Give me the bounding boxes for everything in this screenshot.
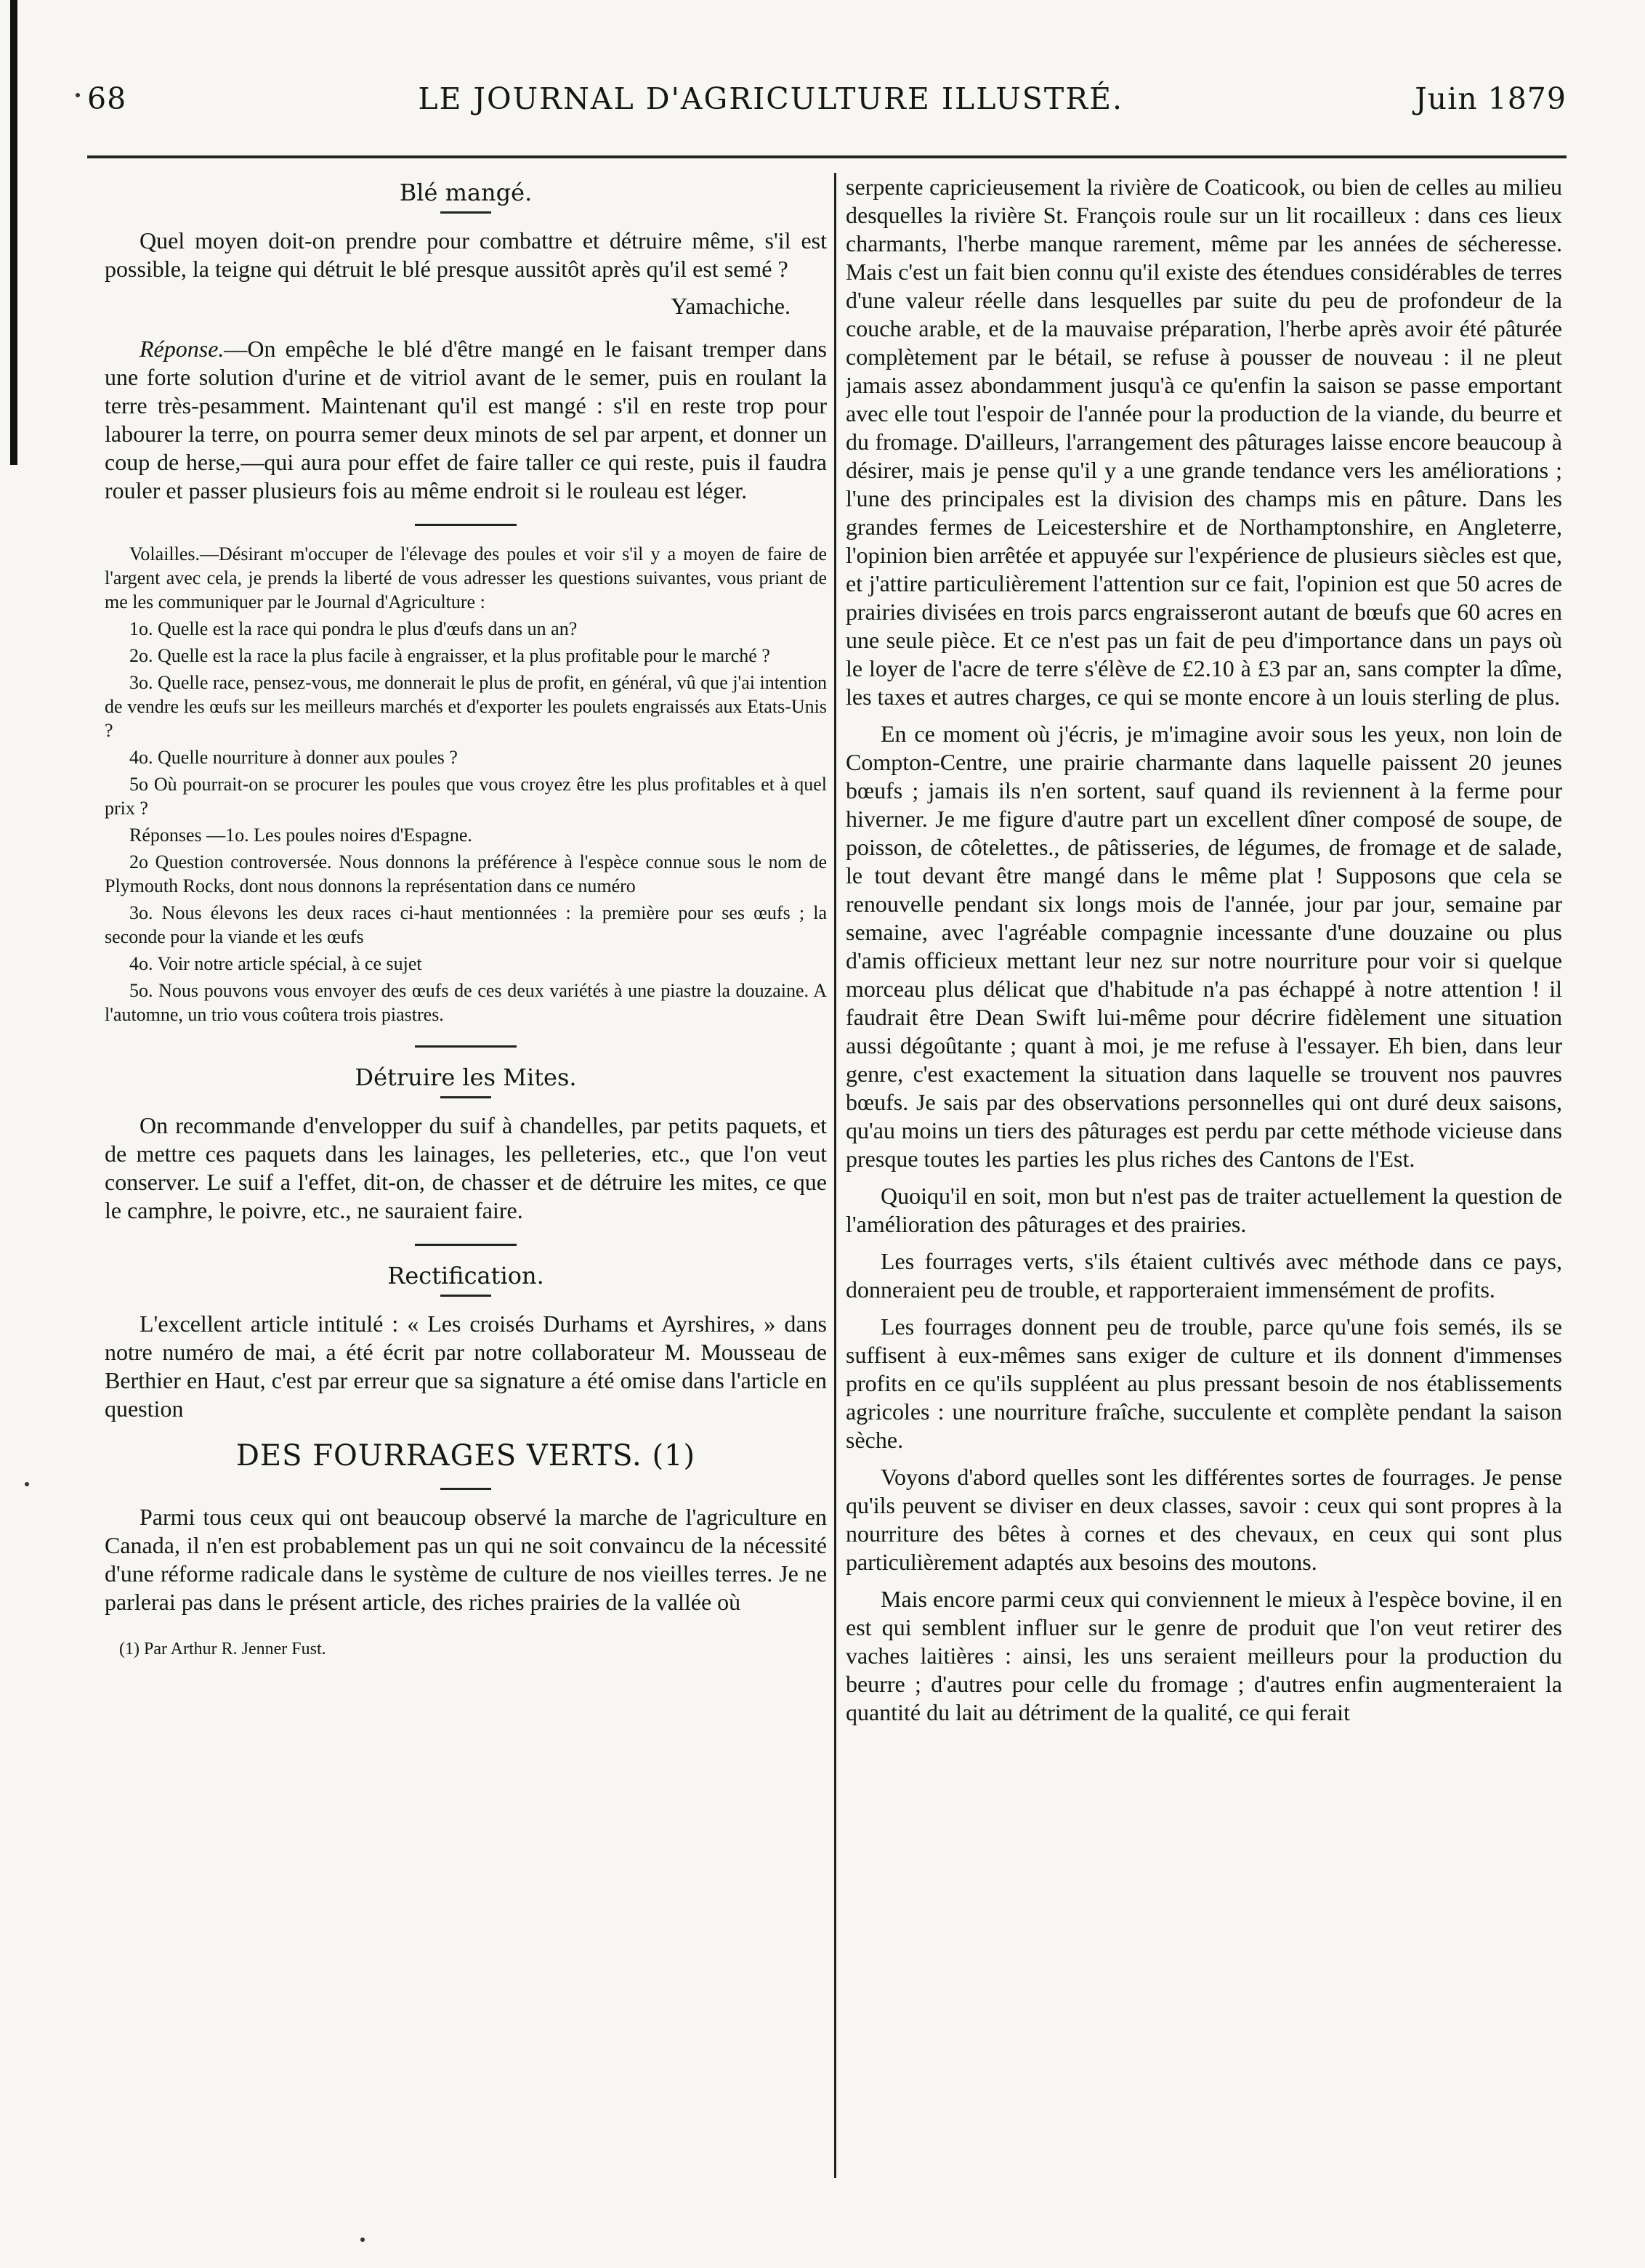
section-separator xyxy=(415,524,517,526)
body-paragraph: En ce moment où j'écris, je m'imagine avoir sous les yeux, non loin de Compton-Centre, une prairie charmante dans laquelle paissent 20 jeunes bœufs ; jamais ils n'en sortent, sauf quand ils reviennent à la ferme pour hiverner. Je me figure d'autre part un excellent dîner composé de soupe, de poisson, de côtelettes., de pâtisseries, de légumes, de fromage et de salade, le tout devant être mangé dans le même plat ! Supposons que cela se renouvelle pendant six longs mois de l'année, jour par jour, semaine par semaine, avec l'agréable compagnie incessante d'une douzaine ou plus d'amis officieux mettant leur nez sur notre nourriture pour voir si quelque morceau plus délicat que d'habitude n'a pas échappé à notre attention ! il faudrait être Dean Swift lui-même pour décrire fidèlement une situation aussi dégoûtante ; quant à moi, je me refuse à l'essayer. Eh bien, dans leur genre, c'est exactement la situation dans laquelle se trouvent nos pauvres bœufs. Je sais par des observations personnelles qui ont duré deux saisons, qu'au moins un tiers des pâturages est perdu par cette méthode vicieuse dans presque toutes les parties les plus riches des Cantons de l'Est. xyxy=(846,721,1562,1172)
section-separator xyxy=(415,1244,517,1246)
volailles-item: 3o. Nous élevons les deux races ci-haut mentionnées : la première pour ses œufs ; la seconde pour la viande et les œufs xyxy=(105,902,827,947)
section-separator xyxy=(415,1045,517,1048)
issue-date: Juin 1879 xyxy=(1415,81,1567,116)
title-rule xyxy=(440,211,491,214)
section-title-ble-mange: Blé mangé. xyxy=(399,179,533,206)
right-column xyxy=(846,173,1562,2149)
volailles-item: 2o Question controversée. Nous donnons la préférence à l'espèce connue sous le nom de Plymouth Rocks, dont nous donnons la représentation dans ce numéro xyxy=(105,851,827,896)
page-edge-bar xyxy=(10,0,17,465)
footnote: (1) Par Arthur R. Jenner Fust. xyxy=(119,1640,326,1659)
article-title-fourrages: DES FOURRAGES VERTS. (1) xyxy=(235,1439,696,1473)
margin-speck xyxy=(25,1482,29,1486)
answer-text: —On empêche le blé d'être mangé en le faisant tremper dans une forte solution d'urine et de vitriol avant de le semer, puis en roulant la terre très-pesamment. Maintenant qu'il est mangé : s'il en reste trop pour labourer la terre, on pourra semer deux minots de sel par arpent, et donner un coup de herse,—qui aura pour effet de faire taller ce qui reste, puis il faudra rouler et passer plusieurs fois au même endroit si le rouleau est léger. xyxy=(105,336,827,503)
question-paragraph: Quel moyen doit-on prendre pour combattre et détruire même, s'il est possible, la teigne qui détruit le blé presque aussitôt après qu'il est semé ? xyxy=(105,227,827,282)
volailles-intro: Volailles.—Désirant m'occuper de l'élevage des poules et voir s'il y a moyen de faire de l'argent avec cela, je prends la liberté de vous adresser les questions suivantes, vous priant de me les communiquer par le Journal d'Agriculture : xyxy=(105,543,827,612)
body-paragraph: Les fourrages donnent peu de trouble, parce qu'une fois semés, ils se suffisent à eux-mêmes sans exiger de culture et ils donnent d'immenses profits en ce qu'ils suppléent au plus pressant besoin de nos établissements agricoles : une nourriture fraîche, succulente et complète pendant la saison sèche. xyxy=(846,1313,1562,1453)
volailles-item: 3o. Quelle race, pensez-vous, me donnerait le plus de profit, en général, vû que j'ai intention de vendre les œufs sur les meilleurs marchés et d'exporter les poulets engraissés aux Etats-Unis ? xyxy=(105,672,827,741)
running-header xyxy=(87,81,1567,125)
volailles-item: 4o. Voir notre article spécial, à ce sujet xyxy=(129,953,422,974)
body-paragraph: serpente capricieusement la rivière de Coaticook, ou bien de celles au milieu desquelles la rivière St. François roule sur un lit rocailleux : dans ces lieux charmants, l'herbe manque rarement, même par les années de sécheresse. Mais c'est un fait bien connu qu'il existe des étendues considérables de terres d'une valeur réelle dans lesquelles par suite du peu de profondeur de la couche arable, et de la mauvaise préparation, l'herbe après avoir été pâturée complètement par le bétail, se refuse à pousser de nouveau : il ne pleut jamais assez abondamment jusqu'à ce qu'enfin la saison se passe emportant avec elle tout l'espoir de l'année pour la production de la viande, du beurre et du fromage. D'ailleurs, l'arrangement des pâturages laisse encore beaucoup à désirer, mais je pense qu'il y a une grande tendance vers les améliorations ; l'une des principales est la division des champs mis en pâture. Dans les grandes fermes de Leicestershire et de Northamptonshire, en Angleterre, l'opinion bien arrêtée et appuyée sur l'expérience de plusieurs siècles est que, et j'attire particulièrement l'attention sur ce fait, l'opinion est que 50 acres de prairies divisées en trois parcs engraisseront autant de bœufs que 60 acres en une seule pièce. Et ce n'est pas un fait de peu d'importance dans un pays où le loyer de l'acre de terre s'élève de £2.10 à £3 par an, sans compter la dîme, les taxes et autres charges, ce qui se monte encore à un louis sterling de plus. xyxy=(846,174,1562,710)
header-rule xyxy=(87,155,1567,158)
left-column xyxy=(105,173,827,2149)
title-rule xyxy=(440,1488,491,1490)
volailles-item: Réponses —1o. Les poules noires d'Espagne. xyxy=(129,825,472,846)
answer-label: Réponse. xyxy=(140,336,225,362)
mites-paragraph: On recommande d'envelopper du suif à chandelles, par petits paquets, et de mettre ces paquets dans les lainages, les pelleteries, etc., que l'on veut conserver. Le suif a l'effet, dit-on, de chasser et de détruire les mites, ce que le camphre, le poivre, etc., ne sauraient faire. xyxy=(105,1112,827,1223)
answer-paragraph xyxy=(105,335,827,505)
margin-speck xyxy=(360,2237,365,2242)
rectification-paragraph: L'excellent article intitulé : « Les croisés Durhams et Ayrshires, » dans notre numéro de mai, a été écrit par notre collaborateur M. Mousseau de Berthier en Haut, c'est par erreur que sa signature a été omise dans l'article en question xyxy=(105,1311,827,1422)
section-title-mites: Détruire les Mites. xyxy=(355,1064,577,1091)
volailles-item: 1o. Quelle est la race qui pondra le plus d'œufs dans un an? xyxy=(129,618,578,639)
section-title-rectification: Rectification. xyxy=(387,1262,544,1289)
body-paragraph: Mais encore parmi ceux qui conviennent le mieux à l'espèce bovine, il en est qui semblent influer sur le genre de produit que l'on veut retirer des vaches laitières : ainsi, les uns seraient meilleurs pour la production du beurre ; d'autres pour celle du fromage ; d'autres enfin augmenteraient la quantité du lait au détriment de la qualité, ce qui ferait xyxy=(846,1586,1562,1725)
fourrages-paragraph: Parmi tous ceux qui ont beaucoup observé la marche de l'agriculture en Canada, il n'en est probablement pas un qui ne soit convaincu de la nécessité d'une réforme radicale dans le système de culture de nos vieilles terres. Je ne parlerai pas dans le présent article, des riches prairies de la vallée où xyxy=(105,1504,827,1615)
page-number: 68 xyxy=(87,81,127,116)
column-divider xyxy=(834,173,836,2178)
volailles-item: 2o. Quelle est la race la plus facile à engraisser, et la plus profitable pour le marché ? xyxy=(129,645,770,666)
journal-title: LE JOURNAL D'AGRICULTURE ILLUSTRÉ. xyxy=(418,81,1124,116)
title-rule xyxy=(440,1295,491,1297)
body-paragraph: Voyons d'abord quelles sont les différentes sortes de fourrages. Je pense qu'ils peuvent se diviser en deux classes, savoir : ceux qui sont propres à la nourriture des bêtes à cornes et des chevaux, en ceux qui sont plus particulièrement adaptés aux besoins des moutons. xyxy=(846,1464,1562,1575)
title-rule xyxy=(440,1096,491,1098)
body-paragraph: Quoiqu'il en soit, mon but n'est pas de traiter actuellement la question de l'amélioration des pâturages et des prairies. xyxy=(846,1183,1562,1237)
volailles-item: 4o. Quelle nourriture à donner aux poules ? xyxy=(129,747,458,768)
volailles-item: 5o Où pourrait-on se procurer les poules que vous croyez être les plus profitables et à quel prix ? xyxy=(105,774,827,819)
volailles-item: 5o. Nous pouvons vous envoyer des œufs de ces deux variétés à une piastre la douzaine. A l'automne, un trio vous coûtera trois piastres. xyxy=(105,980,827,1025)
margin-speck xyxy=(76,93,80,97)
question-signature: Yamachiche. xyxy=(671,293,791,319)
volailles-section xyxy=(105,542,827,1026)
body-paragraph: Les fourrages verts, s'ils étaient cultivés avec méthode dans ce pays, donneraient peu de trouble, et rapporteraient immensément de profits. xyxy=(846,1248,1562,1303)
